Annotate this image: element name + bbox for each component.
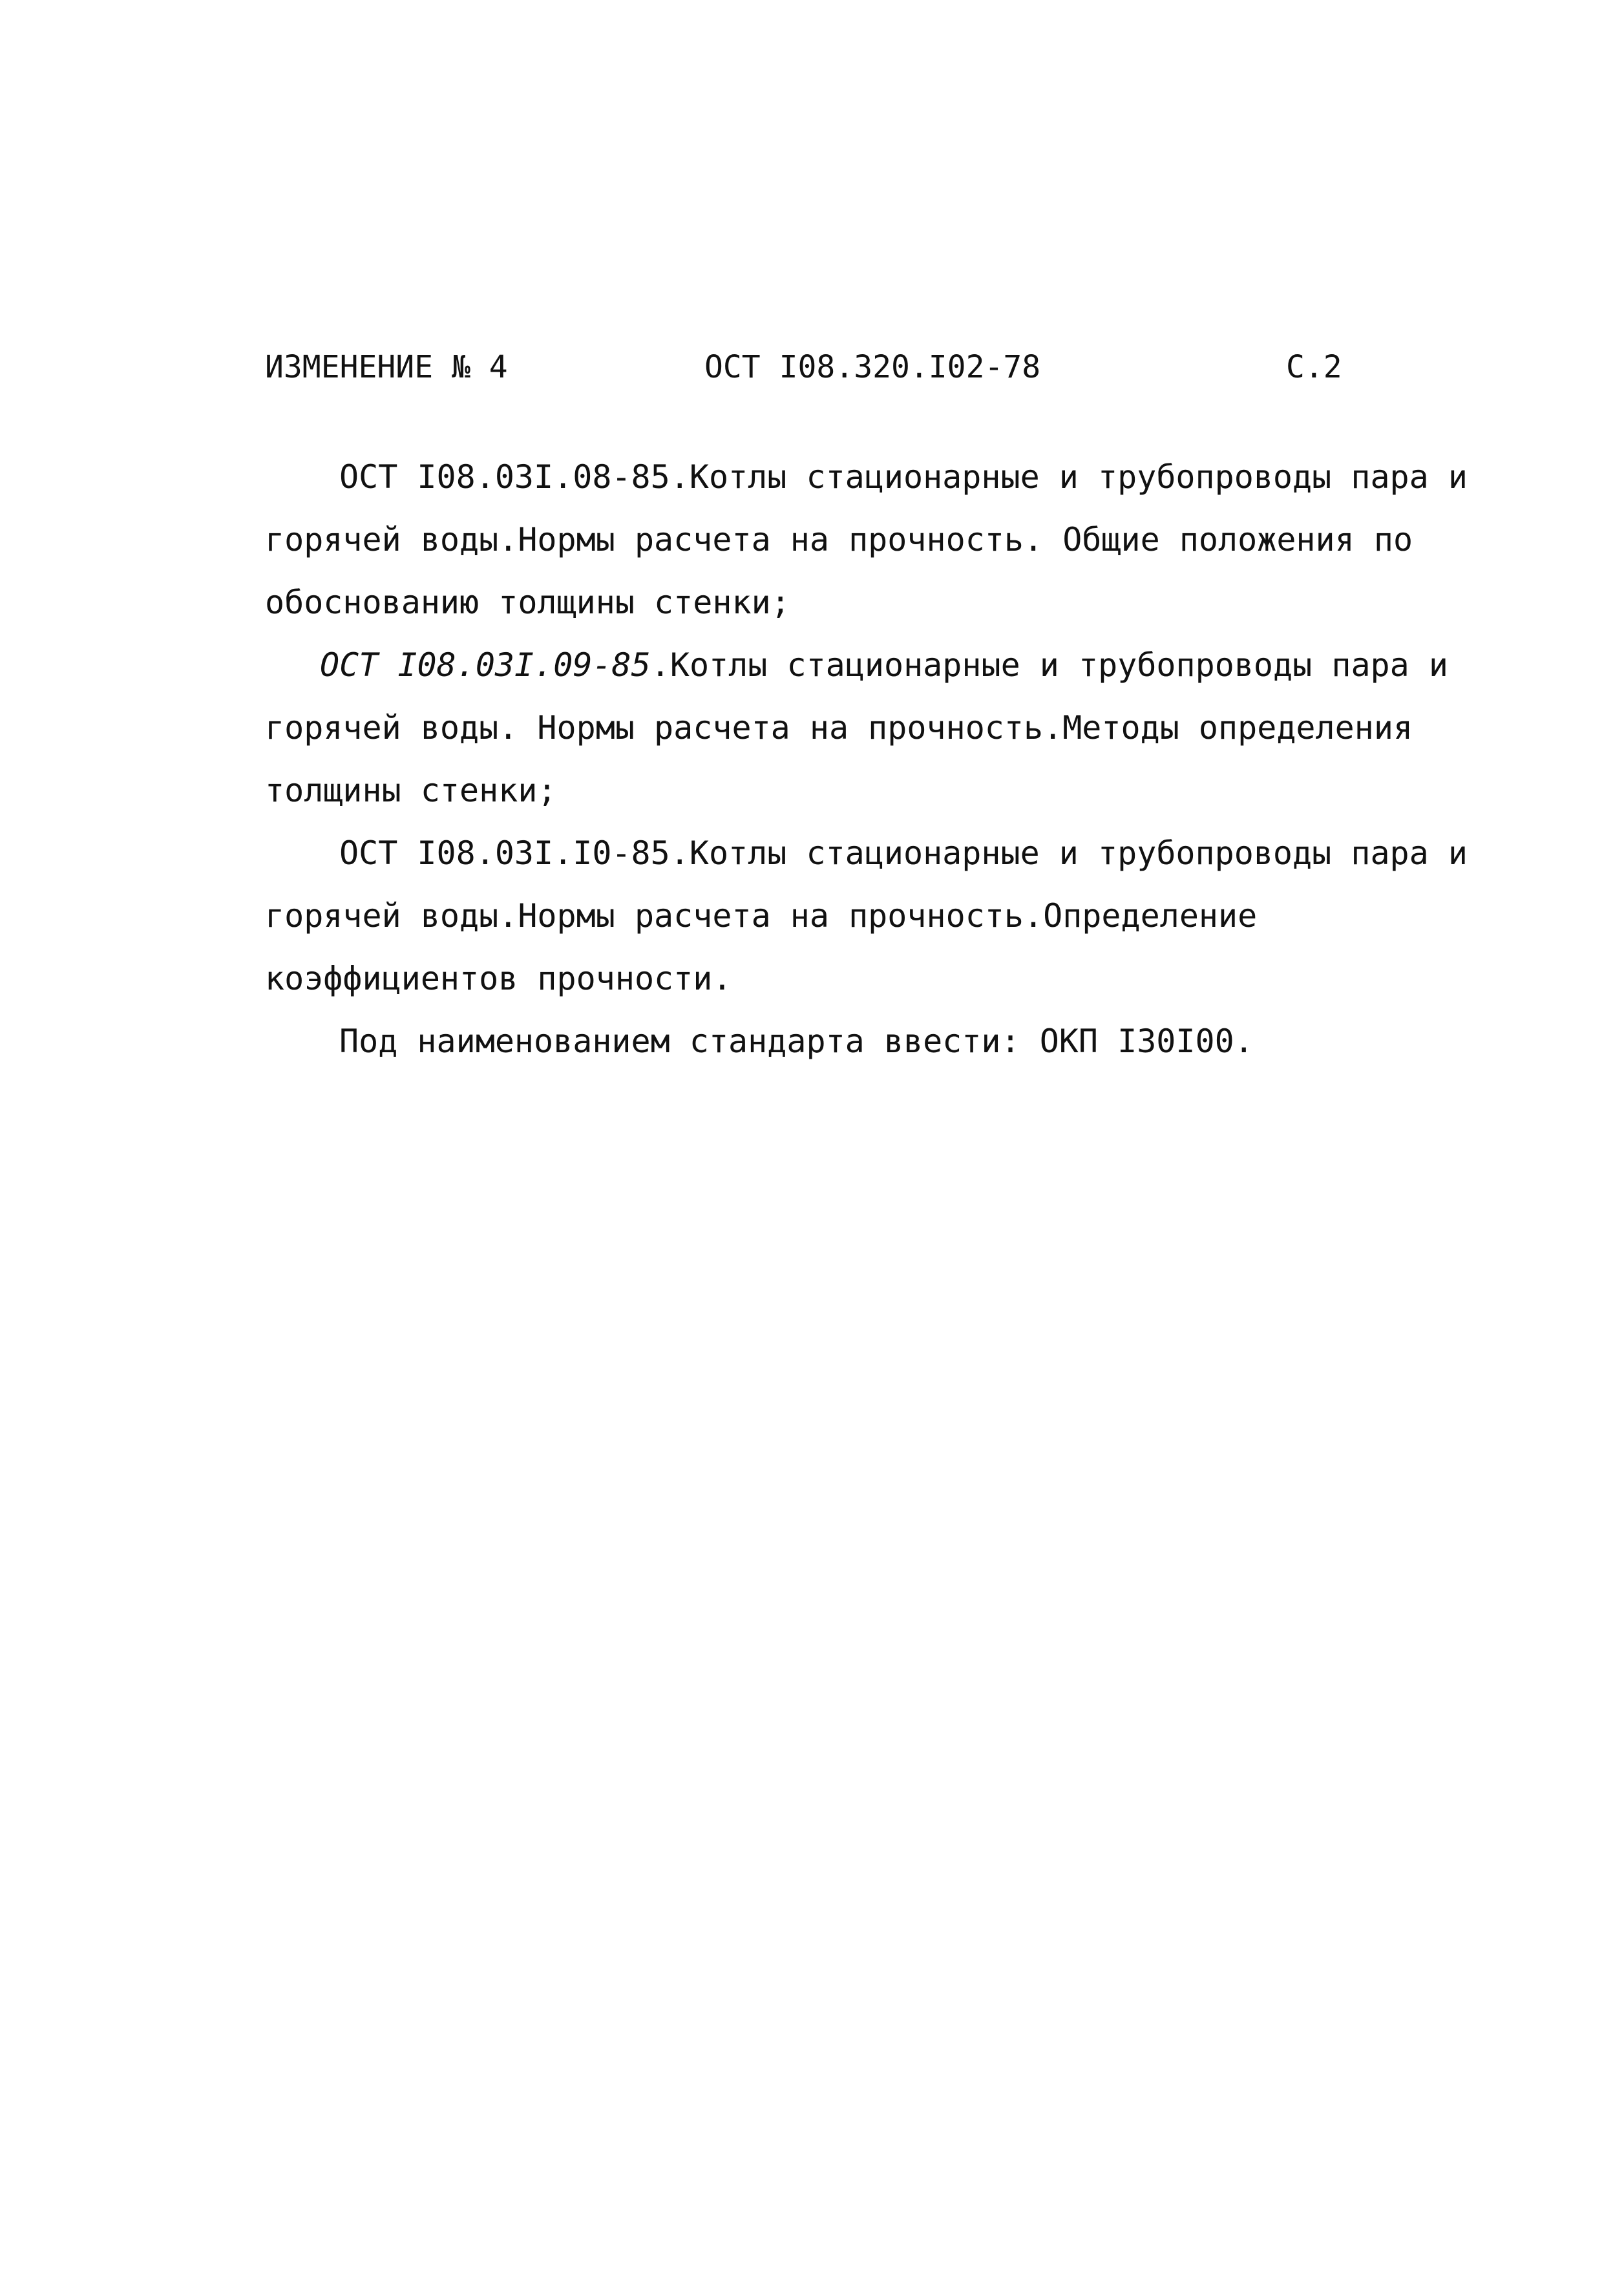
standard-number: ОСТ I08.320.I02-78 <box>704 349 1041 385</box>
reference-code: ОСТ I08.03I.I0-85 <box>339 834 670 872</box>
page-header <box>0 349 1624 394</box>
reference-item <box>265 634 1480 822</box>
change-number: ИЗМЕНЕНИЕ № 4 <box>265 349 508 385</box>
document-body <box>265 446 1488 1073</box>
reference-item <box>265 822 1488 1010</box>
reference-text: .Котлы стационарные и трубопроводы пара и горячей воды. Нормы расчета на прочность.Методы определения толщины стенки; <box>265 646 1468 809</box>
reference-code: ОСТ I08.03I.09-85 <box>320 646 651 684</box>
reference-text: .Котлы стационарные и трубопроводы пара и горячей воды.Нормы расчета на прочность.Определение коэффициентов прочности. <box>265 834 1488 997</box>
reference-text: .Котлы стационарные и трубопроводы пара и горячей воды.Нормы расчета на прочность. Общие положения по обоснованию толщины стенки; <box>265 458 1488 621</box>
page-number: С.2 <box>1286 349 1342 385</box>
okp-instruction: Под наименованием стандарта ввести: ОКП I30I00. <box>339 1023 1254 1060</box>
reference-code: ОСТ I08.03I.08-85 <box>339 458 670 496</box>
reference-item <box>265 446 1488 634</box>
